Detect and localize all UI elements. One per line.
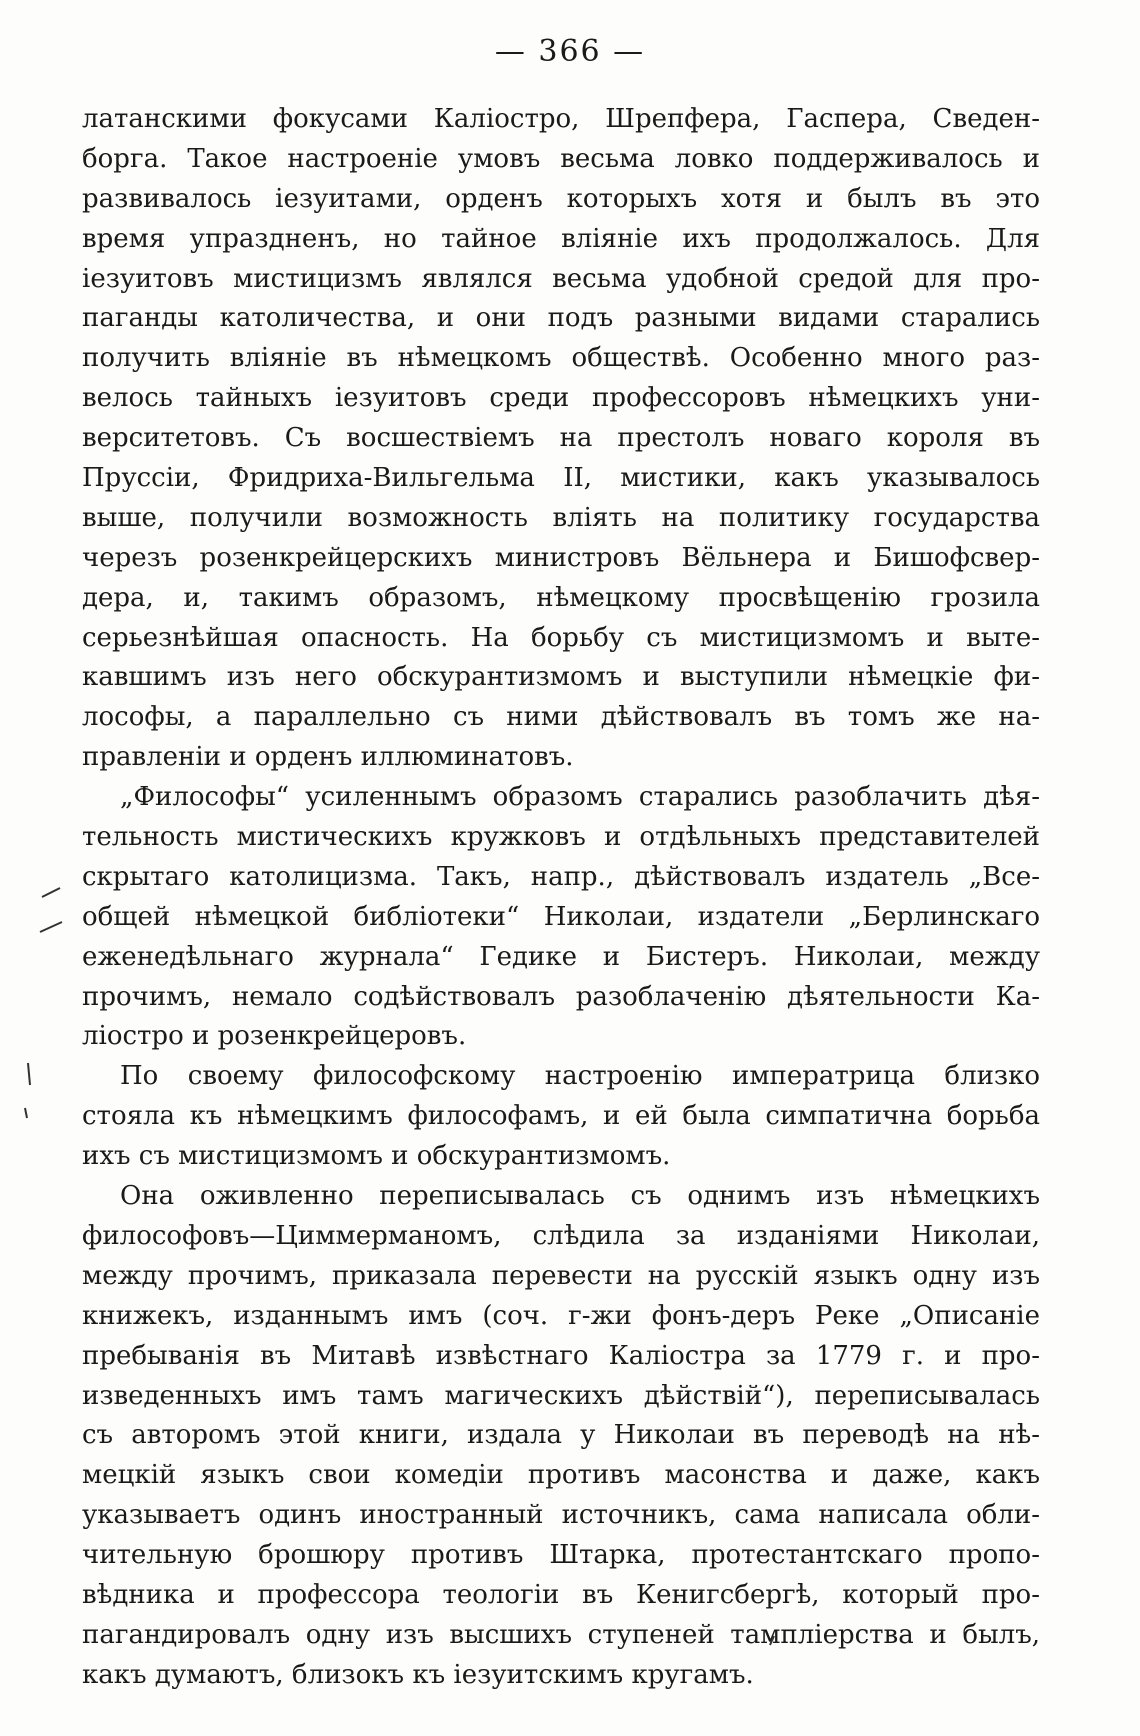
page-number: — 366 — — [494, 34, 646, 69]
text-line: лософы, а параллельно съ ними дѣйствовалъ въ томъ же на- — [82, 702, 1040, 733]
text-line: серьезнѣйшая опасность. На борьбу съ мистицизмомъ и выте- — [82, 622, 1040, 653]
text-line: изведенныхъ имъ тамъ магическихъ дѣйствій“), переписывалась — [82, 1380, 1040, 1411]
text-line: ихъ съ мистицизмомъ и обскурантизмомъ. — [82, 1141, 671, 1172]
text-line: черезъ розенкрейцерскихъ министровъ Вёльнера и Бишофсвер- — [82, 542, 1040, 573]
margin-dash-mark — [40, 922, 62, 932]
margin-tick-mark — [770, 1636, 774, 1645]
text-line: верситетовъ. Съ восшествіемъ на престолъ новаго короля въ — [82, 423, 1040, 454]
text-line: философовъ—Циммерманомъ, слѣдила за изданіями Николаи, — [82, 1220, 1040, 1251]
text-line: еженедѣльнаго журнала“ Гедике и Бистеръ. Николаи, между — [82, 941, 1040, 972]
text-line: пребыванія въ Митавѣ извѣстнаго Каліостра за 1779 г. и про- — [82, 1340, 1040, 1371]
text-line: дера, и, такимъ образомъ, нѣмецкому просвѣщенію грозила — [82, 582, 1040, 613]
text-line: правленіи и орденъ иллюминатовъ. — [82, 742, 574, 773]
text-line: выше, получили возможность вліять на политику государства — [82, 502, 1040, 533]
text-line: борга. Такое настроеніе умовъ весьма ловко поддерживалось и — [82, 143, 1040, 174]
text-line: ліостро и розенкрейцеровъ. — [82, 1021, 467, 1052]
text-line: съ авторомъ этой книги, издала у Николаи въ переводѣ на нѣ- — [82, 1420, 1040, 1451]
text-line: книжекъ, изданнымъ имъ (соч. г-жи фонъ-деръ Реке „Описаніе — [82, 1300, 1040, 1331]
text-line: іезуитовъ мистицизмъ являлся весьма удобной средой для про- — [82, 263, 1040, 294]
text-line: велось тайныхъ іезуитовъ среди профессоровъ нѣмецкихъ уни- — [82, 383, 1040, 414]
margin-bar-mark — [28, 1063, 30, 1085]
margin-bar-mark — [25, 1108, 27, 1118]
text-line: Пруссіи, Фридриха-Вильгельма II, мистики, какъ указывалось — [82, 463, 1040, 494]
text-line: указываетъ одинъ иностранный источникъ, сама написала обли- — [82, 1500, 1040, 1531]
text-line: кавшимъ изъ него обскурантизмомъ и выступили нѣмецкіе фи- — [82, 662, 1040, 693]
text-line: между прочимъ, приказала перевести на русскій языкъ одну изъ — [82, 1260, 1040, 1291]
text-line: латанскими фокусами Каліостро, Шрепфера, Гаспера, Сведен- — [82, 104, 1040, 134]
text-line: стояла къ нѣмецкимъ философамъ, и ей была симпатична борьба — [82, 1101, 1040, 1132]
text-line: прочимъ, немало содѣйствовалъ разоблаченію дѣятельности Ка- — [82, 981, 1040, 1012]
text-line: Она оживленно переписывалась съ однимъ изъ нѣмецкихъ — [120, 1181, 1040, 1212]
text-line: скрытаго католицизма. Такъ, напр., дѣйствовалъ издатель „Все- — [82, 861, 1040, 892]
text-line: общей нѣмецкой библіотеки“ Николаи, издатели „Берлинскаго — [82, 901, 1040, 932]
text-line: пагандировалъ одну изъ высшихъ ступеней тампліерства и былъ, — [82, 1619, 1040, 1650]
text-line: время упраздненъ, но тайное вліяніе ихъ продолжалось. Для — [82, 223, 1040, 254]
text-line: паганды католичества, и они подъ разными видами старались — [82, 303, 1040, 334]
text-line: По своему философскому настроенію императрица близко — [120, 1061, 1040, 1092]
text-line: вѣдника и профессора теологіи въ Кенигсбергѣ, который про- — [82, 1579, 1040, 1610]
text-line: развивалось іезуитами, орденъ которыхъ хотя и былъ въ это — [82, 183, 1040, 214]
text-line: тельность мистическихъ кружковъ и отдѣльныхъ представителей — [82, 822, 1040, 853]
text-line: „Философы“ усиленнымъ образомъ старались разоблачить дѣя- — [120, 782, 1040, 813]
text-line: мецкій языкъ свои комедіи противъ масонства и даже, какъ — [82, 1460, 1040, 1491]
margin-dash-mark — [42, 888, 60, 897]
text-line: получить вліяніе въ нѣмецкомъ обществѣ. Особенно много раз- — [82, 343, 1040, 374]
text-line: какъ думаютъ, близокъ къ іезуитскимъ кругамъ. — [82, 1659, 754, 1690]
text-line: чительную брошюру противъ Штарка, протестантскаго пропо- — [82, 1540, 1040, 1571]
